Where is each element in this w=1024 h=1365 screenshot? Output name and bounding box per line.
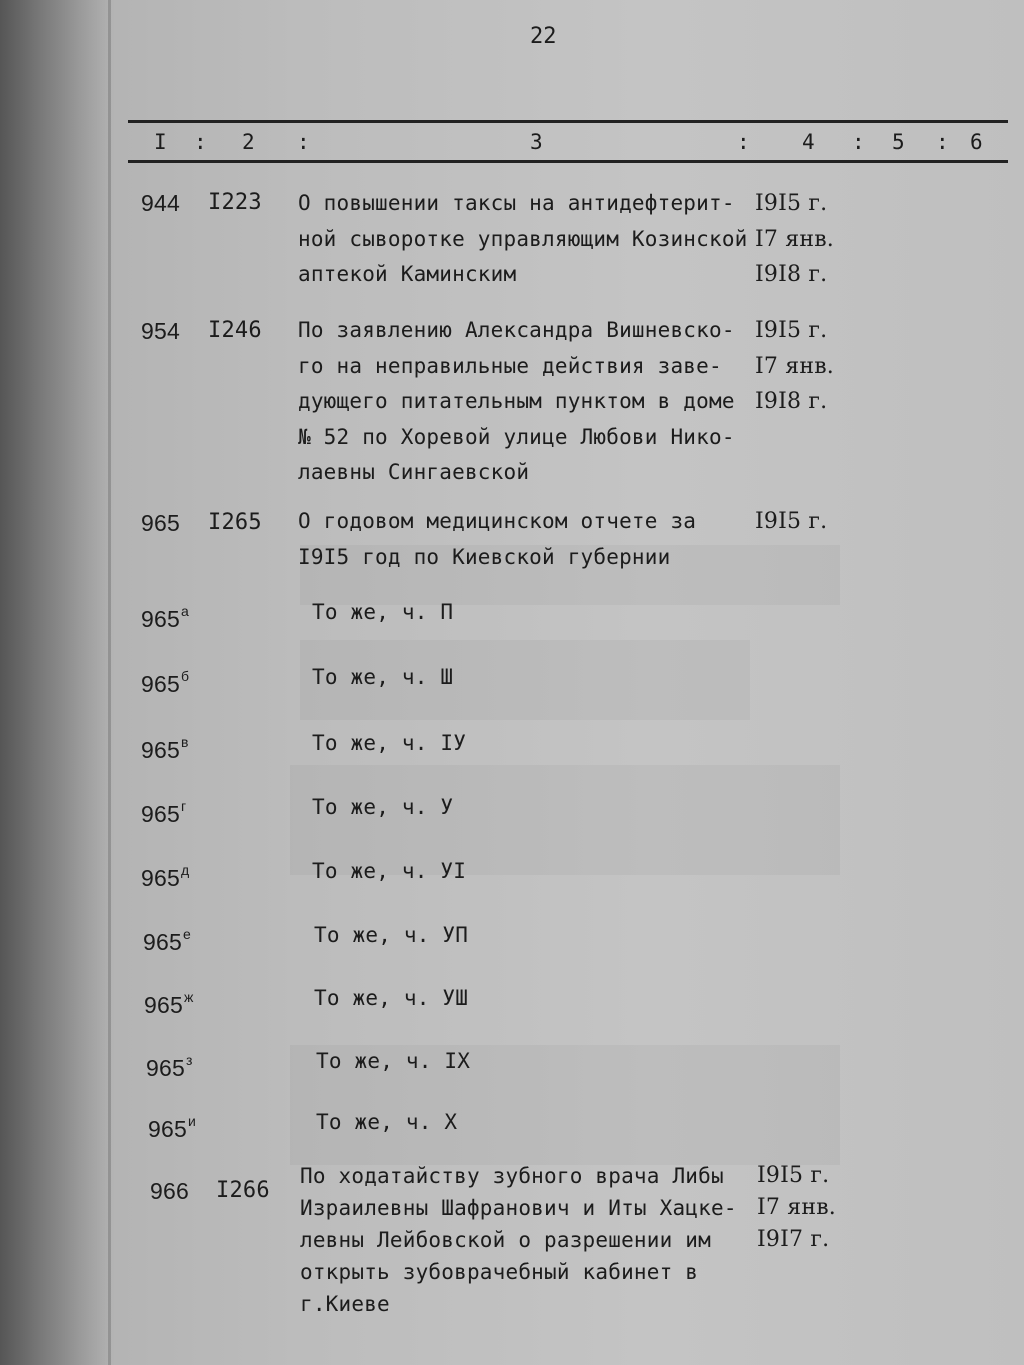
record-description — [298, 186, 768, 293]
record-number — [141, 734, 189, 764]
record-number — [141, 603, 189, 633]
record-number-suffix: е — [182, 926, 191, 942]
record-number — [143, 926, 191, 956]
column-header-3: 3 — [530, 130, 543, 154]
column-header-2: 2 — [242, 130, 255, 154]
record-code: I266 — [216, 1178, 270, 1203]
date-line: I7 янв. — [755, 226, 835, 252]
description-line: Израилевны Шафранович и Иты Хацке- — [300, 1196, 737, 1220]
header-top-rule — [128, 120, 1008, 123]
description-line: г.Киеве — [300, 1292, 390, 1316]
record-dates — [755, 186, 834, 293]
record-description: То же, ч. УП — [314, 923, 469, 947]
column-header-4: 4 — [802, 130, 815, 154]
column-header-1: I — [154, 130, 167, 154]
record-code: I223 — [208, 190, 262, 215]
page-fold-shadow — [0, 0, 112, 1365]
date-line: I9I8 г. — [755, 262, 828, 287]
description-line: О годовом медицинском отчете за — [298, 509, 697, 533]
record-number-base: 965 — [141, 865, 180, 891]
record-description — [298, 313, 768, 491]
record-dates — [757, 1160, 836, 1256]
date-line: I9I5 г. — [755, 318, 828, 343]
record-number: 966 — [150, 1178, 189, 1204]
record-number-suffix: в — [180, 734, 189, 750]
record-number-suffix: и — [187, 1113, 197, 1129]
date-line: I7 янв. — [757, 1195, 837, 1220]
record-number: 954 — [141, 318, 180, 344]
record-number — [148, 1113, 196, 1143]
record-description — [300, 1160, 770, 1320]
record-number-base: 965 — [146, 1055, 185, 1081]
record-description — [298, 504, 768, 575]
record-description: То же, ч. П — [312, 600, 454, 624]
column-separator: : — [936, 130, 949, 154]
description-line: го на неправильные действия заве- — [298, 353, 722, 378]
description-line: По ходатайству зубного врача Либы — [300, 1164, 724, 1188]
record-number — [144, 989, 194, 1019]
date-line: I7 янв. — [755, 353, 835, 379]
date-line: I9I5 г. — [757, 1163, 830, 1188]
record-number: 944 — [141, 190, 180, 216]
column-separator: : — [852, 130, 865, 154]
record-code: I246 — [208, 318, 262, 343]
record-number-base: 965 — [141, 671, 180, 697]
record-number-suffix: б — [180, 668, 190, 684]
column-header-5: 5 — [892, 130, 905, 154]
record-number — [141, 798, 186, 828]
date-line: I9I8 г. — [755, 389, 828, 414]
record-description: То же, ч. Ш — [312, 665, 454, 689]
page-fold-edge — [108, 0, 111, 1365]
description-line: аптекой Каминским — [298, 262, 517, 286]
record-number-base: 965 — [141, 606, 180, 632]
record-number-suffix: з — [185, 1052, 193, 1068]
date-line: I9I5 г. — [755, 191, 828, 216]
column-separator: : — [194, 130, 207, 154]
record-number-suffix: ж — [183, 989, 194, 1005]
description-line: По заявлению Александра Вишневско- — [298, 318, 735, 342]
description-line: лаевны Сингаевской — [298, 460, 530, 484]
page-number: 22 — [530, 24, 557, 49]
date-line: I9I7 г. — [757, 1227, 830, 1252]
record-description: То же, ч. У — [312, 795, 454, 819]
record-number-base: 965 — [141, 737, 180, 763]
record-number-base: 965 — [143, 929, 182, 955]
record-description: То же, ч. X — [316, 1110, 458, 1134]
record-number-base: 965 — [141, 801, 180, 827]
record-number: 965 — [141, 510, 180, 536]
record-number-base: 965 — [148, 1116, 187, 1142]
record-number — [141, 862, 189, 892]
record-code: I265 — [208, 510, 262, 535]
record-number — [141, 668, 189, 698]
record-number-suffix: а — [180, 603, 189, 619]
record-description: То же, ч. IУ — [312, 731, 467, 755]
column-header-6: 6 — [970, 130, 983, 154]
description-line: дующего питательным пунктом в доме — [298, 389, 735, 413]
date-line: I9I5 г. — [755, 509, 828, 534]
record-description: То же, ч. УI — [312, 859, 467, 883]
record-number-suffix: д — [180, 862, 190, 878]
description-line: открыть зубоврачебный кабинет в — [300, 1260, 699, 1284]
description-line: левны Лейбовской о разрешении им — [300, 1228, 711, 1252]
column-separator: : — [737, 130, 750, 154]
description-line: I9I5 год по Киевской губернии — [298, 544, 671, 569]
record-description: То же, ч. УШ — [314, 986, 469, 1010]
description-line: О повышении таксы на антидефтерит- — [298, 191, 735, 215]
record-number-suffix: г — [180, 798, 187, 814]
record-description: То же, ч. IX — [316, 1049, 471, 1073]
record-number-base: 965 — [144, 992, 183, 1018]
header-bottom-rule — [128, 160, 1008, 163]
record-dates — [755, 313, 834, 420]
record-dates — [755, 504, 827, 540]
description-line: № 52 по Хоревой улице Любови Нико- — [298, 424, 735, 449]
column-separator: : — [297, 130, 310, 154]
record-number — [146, 1052, 193, 1082]
description-line: ной сыворотке управляющим Козинской — [298, 226, 748, 251]
